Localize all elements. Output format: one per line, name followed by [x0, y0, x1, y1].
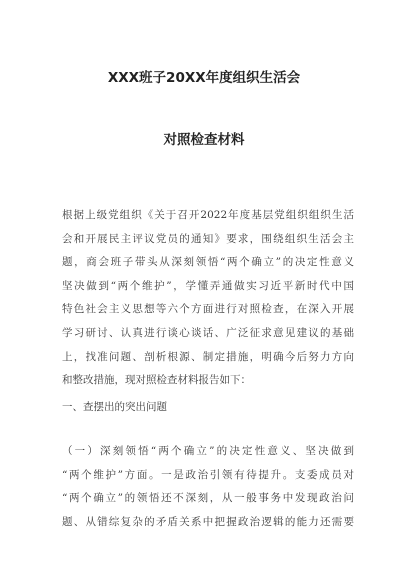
text-line: 会和开展民主评议党员的通知》要求，围绕组织生活会主	[62, 232, 354, 245]
document-subtitle: 对照检查材料	[163, 132, 245, 148]
paragraph-problems	[62, 440, 354, 534]
text-line: 和整改措施，现对照检查材料报告如下：	[62, 374, 251, 387]
text-line: “两个维护”方面。一是政治引领有待提升。支委成员对	[62, 468, 354, 481]
text-line: 坚决做到“两个维护”，学懂弄通做实习近平新时代中国	[62, 279, 354, 292]
text-line: 题，商会班子带头从深刻领悟“两个确立”的决定性意义	[62, 256, 354, 269]
text-line: 上，找准问题、剖析根源、制定措施，明确今后努力方向	[62, 350, 354, 363]
paragraph-intro	[62, 204, 354, 393]
text-line: 根据上级党组织《关于召开2022年度基层党组织组织生活	[62, 209, 354, 221]
text-line: 题、从错综复杂的矛盾关系中把握政治逻辑的能力还需要	[62, 515, 354, 528]
text-line: “两个确立”的领悟还不深刻，从一般事务中发现政治问	[62, 492, 354, 505]
text-line: （一）深刻领悟“两个确立”的决定性意义、坚决做到	[62, 445, 354, 457]
text-line: 学习研讨、认真进行谈心谈话、广泛征求意见建议的基础	[62, 326, 354, 339]
document-title: XXX班子20XX年度组织生活会	[107, 70, 301, 86]
text-line: 一、查摆出的突出问题	[62, 401, 167, 413]
section-heading	[62, 396, 354, 420]
text-line: 特色社会主义思想等六个方面进行对照检查，在深入开展	[62, 303, 354, 316]
